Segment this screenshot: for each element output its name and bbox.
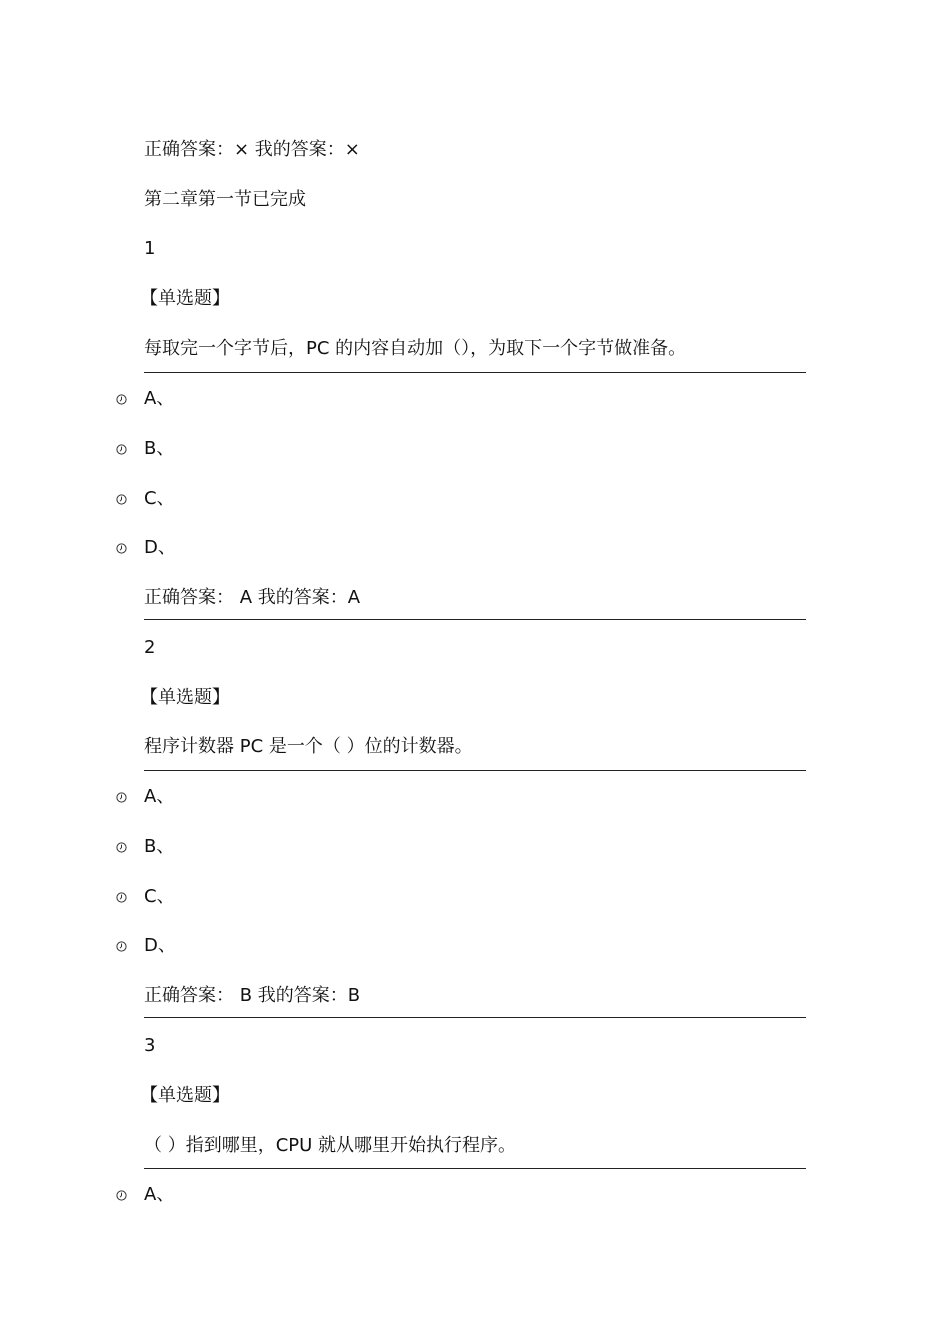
- option-label: A、: [144, 388, 175, 409]
- question-text: （ ）指到哪里，CPU 就从哪里开始执行程序。: [144, 1135, 517, 1156]
- radio-option-icon[interactable]: [116, 842, 127, 853]
- answer-line: 正确答案： B 我的答案：B: [144, 985, 361, 1006]
- question-number: 3: [144, 1035, 156, 1056]
- option-label: A、: [144, 1184, 175, 1205]
- question-number: 2: [144, 637, 156, 658]
- radio-option-icon[interactable]: [116, 941, 127, 952]
- radio-option-icon[interactable]: [116, 444, 127, 455]
- option-label: A、: [144, 786, 175, 807]
- radio-option-icon[interactable]: [116, 792, 127, 803]
- radio-option-icon[interactable]: [116, 892, 127, 903]
- divider: [144, 372, 806, 373]
- option-label: D、: [144, 537, 176, 558]
- question-type: 【单选题】: [140, 687, 230, 708]
- option-label: B、: [144, 438, 175, 459]
- question-type: 【单选题】: [140, 288, 230, 309]
- question-text: 程序计数器 PC 是一个（ ）位的计数器。: [144, 736, 473, 757]
- radio-option-icon[interactable]: [116, 543, 127, 554]
- radio-option-icon[interactable]: [116, 1190, 127, 1201]
- question-type: 【单选题】: [140, 1085, 230, 1106]
- divider: [144, 1017, 806, 1018]
- option-label: B、: [144, 836, 175, 857]
- previous-answer-line: 正确答案：× 我的答案：×: [144, 139, 360, 160]
- answer-line: 正确答案： A 我的答案：A: [144, 587, 361, 608]
- divider: [144, 1168, 806, 1169]
- option-label: C、: [144, 488, 175, 509]
- question-number: 1: [144, 238, 156, 259]
- question-text: 每取完一个字节后，PC 的内容自动加（），为取下一个字节做准备。: [144, 338, 687, 359]
- radio-option-icon[interactable]: [116, 394, 127, 405]
- radio-option-icon[interactable]: [116, 494, 127, 505]
- divider: [144, 619, 806, 620]
- option-label: D、: [144, 935, 176, 956]
- option-label: C、: [144, 886, 175, 907]
- section-status: 第二章第一节已完成: [144, 189, 306, 210]
- divider: [144, 770, 806, 771]
